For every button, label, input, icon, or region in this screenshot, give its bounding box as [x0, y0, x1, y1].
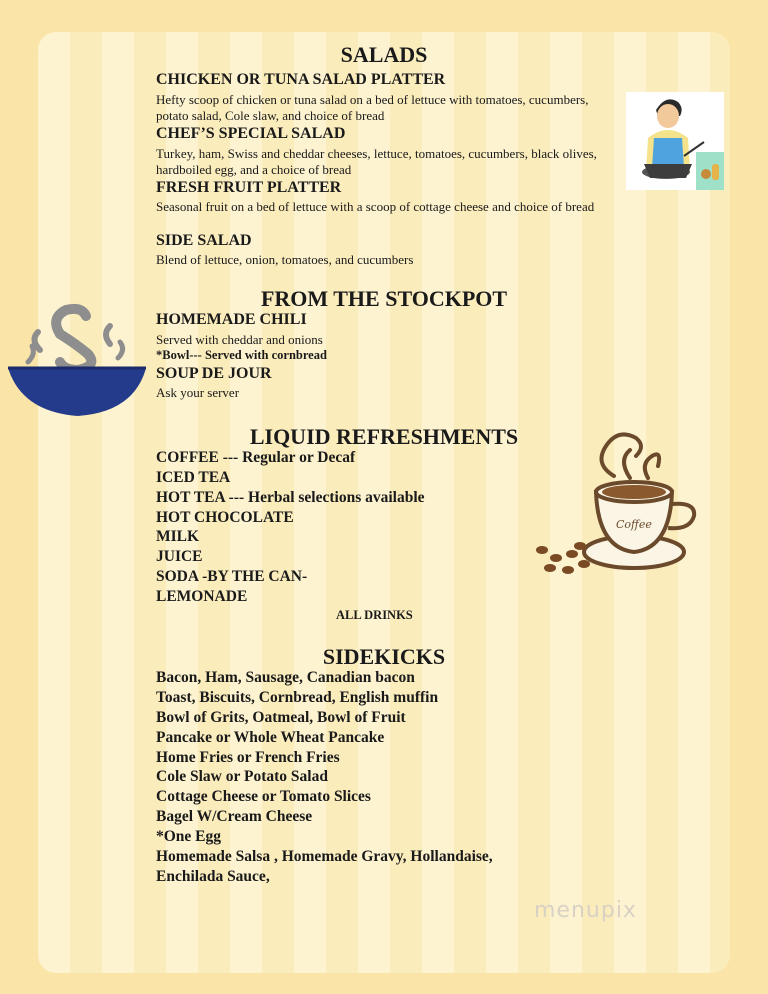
sidekick-item: *One Egg: [156, 828, 222, 845]
stockpot-heading: FROM THE STOCKPOT: [260, 286, 508, 311]
soup-description: Ask your server: [156, 385, 240, 400]
soup-title: SOUP DE JOUR: [156, 365, 272, 382]
salad-item-description: Seasonal fruit on a bed of lettuce with a scoop of cottage cheese and choice of bread: [156, 199, 595, 214]
cup-label: Coffee: [616, 518, 652, 531]
drink-item: JUICE: [156, 548, 203, 565]
chili-description: Served with cheddar and onions: [156, 332, 323, 347]
chef-cooking-illustration: [626, 92, 724, 190]
salad-item-title: CHEF’S SPECIAL SALAD: [156, 125, 346, 142]
drink-item: MILK: [156, 528, 200, 545]
sidekick-item: Bowl of Grits, Oatmeal, Bowl of Fruit: [156, 709, 406, 726]
sidekick-item: Enchilada Sauce,: [156, 868, 270, 885]
coffee-cup-illustration: [532, 420, 700, 580]
sidekick-item: Homemade Salsa , Homemade Gravy, Hollandaise,: [156, 848, 493, 865]
sidekick-item: Home Fries or French Fries: [156, 749, 340, 766]
sidekick-item: Bacon, Ham, Sausage, Canadian bacon: [156, 669, 415, 686]
salads-heading: SALADS: [340, 42, 428, 67]
soup-bowl-illustration: [6, 300, 148, 422]
salad-item-description: Turkey, ham, Swiss and cheddar cheeses, lettuce, tomatoes, cucumbers, black olives, hardboiled egg, and a choice of bread: [156, 146, 597, 177]
all-drinks-note: ALL DRINKS: [336, 608, 413, 622]
drink-item: HOT CHOCOLATE: [156, 509, 294, 526]
salad-item-title: SIDE SALAD: [156, 232, 252, 249]
sidekick-item: Pancake or Whole Wheat Pancake: [156, 729, 385, 746]
salad-item-title: CHICKEN OR TUNA SALAD PLATTER: [156, 71, 446, 88]
sidekick-item: Cole Slaw or Potato Salad: [156, 768, 328, 785]
chili-note: *Bowl--- Served with cornbread: [156, 348, 327, 362]
salad-item-title: FRESH FRUIT PLATTER: [156, 179, 342, 196]
salad-item-description: Blend of lettuce, onion, tomatoes, and cucumbers: [156, 252, 414, 267]
drink-item: HOT TEA --- Herbal selections available: [156, 489, 425, 506]
menupix-watermark: menupix: [534, 898, 637, 923]
drink-item: COFFEE --- Regular or Decaf: [156, 449, 356, 466]
sidekick-item: Toast, Biscuits, Cornbread, English muffin: [156, 689, 439, 706]
drink-item: ICED TEA: [156, 469, 231, 486]
drinks-heading: LIQUID REFRESHMENTS: [249, 424, 519, 449]
salad-item-description: Hefty scoop of chicken or tuna salad on a bed of lettuce with tomatoes, cucumbers, potato salad, Cole slaw, and choice of bread: [156, 92, 589, 123]
sidekick-item: Bagel W/Cream Cheese: [156, 808, 313, 825]
drink-item: SODA -BY THE CAN-: [156, 568, 308, 585]
drink-item: LEMONADE: [156, 588, 248, 605]
chili-title: HOMEMADE CHILI: [156, 311, 307, 328]
sidekicks-heading: SIDEKICKS: [322, 644, 446, 669]
sidekick-item: Cottage Cheese or Tomato Slices: [156, 788, 371, 805]
